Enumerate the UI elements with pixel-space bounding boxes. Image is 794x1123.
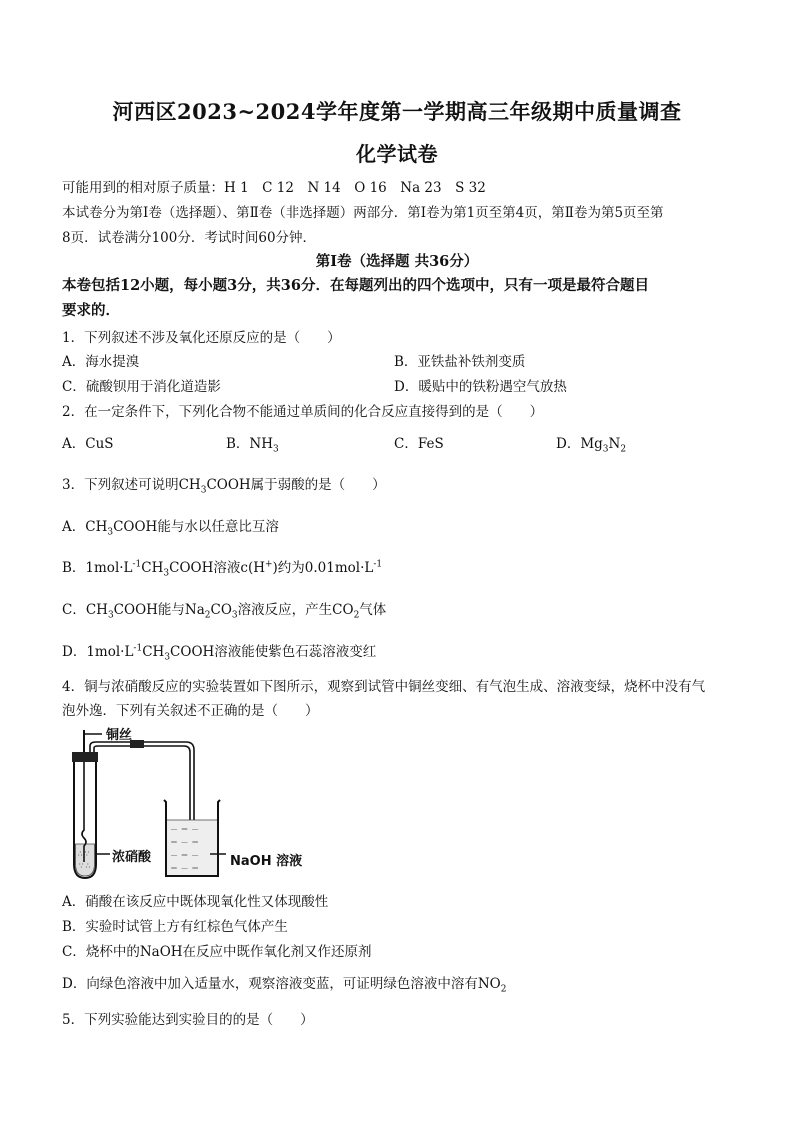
- svg-text:∴ ∵: ∴ ∵: [78, 850, 90, 858]
- q5-stem: 5．下列实验能达到实验目的的是（ ）: [62, 1012, 314, 1028]
- q3-option-c: C．$CH_3COOH$能与$Na_2CO_3$溶液反应，产生$CO_2$气体: [62, 602, 387, 621]
- q4-apparatus-figure: [60, 722, 360, 884]
- q2-option-b: B．$NH_3$: [226, 436, 279, 455]
- q4-stem-line-2: 泡外逸．下列有关叙述不正确的是（ ）: [62, 703, 319, 719]
- atomic-masses: 可能用到的相对原子质量：H 1 C 12 N 14 O 16 Na 23 S 32: [62, 180, 486, 196]
- intro-line-2: 8页．试卷满分100分．考试时间60分钟．: [62, 230, 317, 246]
- q1-option-c: C．硫酸钡用于消化道造影: [62, 379, 221, 395]
- q3-option-a: A．$CH_3COOH$能与水以任意比互溶: [62, 519, 279, 538]
- q4-option-d: D．向绿色溶液中加入适量水，观察溶液变蓝，可证明绿色溶液中溶有$NO_2$: [62, 976, 507, 995]
- rubber-connector: [130, 740, 144, 748]
- q2-stem: 2．在一定条件下，下列化合物不能通过单质间的化合反应直接得到的是（ ）: [62, 404, 544, 420]
- q3-stem: 3．下列叙述可说明$CH_3COOH$属于弱酸的是（ ）: [62, 477, 386, 496]
- q1-option-d: D．暖贴中的铁粉遇空气放热: [394, 379, 567, 395]
- q1-option-b: B．亚铁盐补铁剂变质: [394, 354, 526, 370]
- intro-line-1: 本试卷分为第Ⅰ卷（选择题）、第Ⅱ卷（非选择题）两部分．第Ⅰ卷为第1页至第4页，第Ⅱ卷为第5页至第: [62, 205, 664, 221]
- svg-text:－ ＝ －: － ＝ －: [170, 851, 200, 860]
- q1-stem: 1．下列叙述不涉及氧化还原反应的是（ ）: [62, 330, 341, 346]
- section-desc-line-1: 本卷包括12小题，每小题3分，共36分．在每题列出的四个选项中，只有一项是最符合题目: [62, 277, 649, 294]
- q4-option-a: A．硝酸在该反应中既体现氧化性又体现酸性: [62, 894, 329, 910]
- svg-text:＝ － ＝: ＝ － ＝: [170, 864, 200, 873]
- q3-option-b: B．$1mol\cdot L^{-1}CH_3COOH$溶液c(H+)约为$0.01mol\cdot L^{-1}$: [62, 559, 383, 579]
- q2-option-d: D．$Mg_3N_2$: [556, 436, 627, 455]
- section-desc-line-2: 要求的．: [62, 302, 120, 319]
- q2-option-c: C．FeS: [394, 436, 444, 452]
- test-tube-liquid: [76, 844, 95, 876]
- q2-option-a: A．CuS: [62, 436, 114, 452]
- exam-title: 河西区2023~2024学年度第一学期高三年级期中质量调查: [112, 99, 682, 124]
- svg-text:－ ＝ －: － ＝ －: [170, 825, 200, 834]
- section-heading: 第Ⅰ卷（选择题 共36分）: [315, 253, 479, 270]
- q4-option-c: C．烧杯中的NaOH在反应中既作氧化剂又作还原剂: [62, 944, 372, 960]
- q3-option-d: D．$1mol\cdot L^{-1}CH_3COOH$溶液能使紫色石蕊溶液变红: [62, 643, 377, 663]
- conc-nitric-acid-label: 浓硝酸: [112, 850, 152, 865]
- apparatus-diagram: [60, 722, 360, 884]
- copper-wire-label: 铜丝: [106, 728, 133, 743]
- q1-option-a: A．海水提溴: [62, 354, 140, 370]
- q4-option-b: B．实验时试管上方有红棕色气体产生: [62, 919, 288, 935]
- q4-stem-line-1: 4．铜与浓硝酸反应的实验装置如下图所示，观察到试管中铜丝变细、有气泡生成、溶液变绿，烧杯中没有气: [62, 679, 706, 695]
- svg-text:∵ ∴: ∵ ∴: [79, 862, 91, 870]
- test-tube-stopper: [72, 752, 98, 762]
- svg-text:＝ － ＝: ＝ － ＝: [170, 838, 200, 847]
- naoh-solution-label: NaOH 溶液: [230, 854, 303, 869]
- exam-subtitle: 化学试卷: [356, 142, 438, 166]
